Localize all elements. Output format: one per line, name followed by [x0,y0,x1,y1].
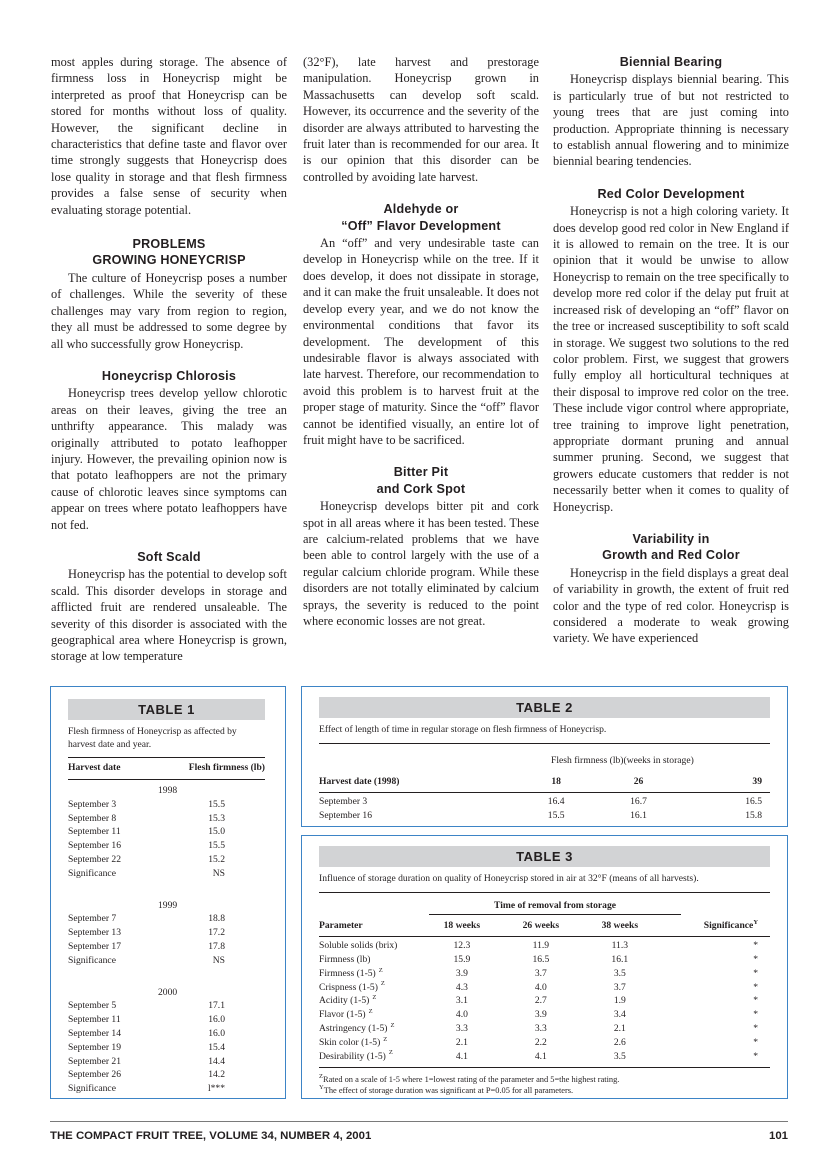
table-row [319,994,770,1008]
column-header: 26 [633,776,644,788]
firmness-value: 17.1 [208,1000,225,1012]
firmness-value: 14.2 [208,1069,225,1081]
quality-value: 11.9 [532,940,550,952]
footnote-mark: Z [390,1021,395,1029]
quality-value: 4.0 [455,1009,468,1021]
firmness-value: 15.8 [745,809,762,821]
table-body [68,784,265,1096]
table-row [68,798,265,812]
table-row [68,926,265,940]
significance-value: * [753,967,759,979]
group-spacer [68,968,265,982]
quality-value: 4.1 [534,1050,547,1062]
parameter-name [319,967,422,981]
table-row [68,839,265,853]
parameter-label: Firmness (lb) [319,953,371,965]
significance-value: * [753,940,759,952]
year-label: 1999 [158,899,178,911]
parameter-name [319,953,422,967]
table-row [319,939,770,953]
spanning-header: Time of removal from storage [429,899,681,916]
footnote-mark: Z [378,966,383,974]
section-heading-chlorosis: Honeycrisp Chlorosis [101,368,237,383]
parameter-label: Soluble solids (brix) [319,940,398,952]
firmness-value: 16.1 [630,809,647,821]
quality-value: 12.3 [453,940,471,952]
harvest-date: Significance [68,867,116,879]
table-row [68,825,265,839]
table-title: TABLE 2 [319,697,770,718]
firmness-value: 16.0 [208,1027,225,1039]
firmness-value: 16.4 [547,796,565,808]
firmness-value: 16.0 [208,1014,225,1026]
column-header: Harvest date (1998) [319,776,400,788]
table-title: TABLE 1 [68,699,265,720]
table-header-row [319,775,770,792]
paragraph: Honeycrisp displays biennial bearing. This is particularly true of but not restricted to young trees that are just coming into production. Appropriate thinning is necessary to establish annual flowering and to minimize biennial bearing tendencies. [553,72,789,169]
firmness-value: 15.5 [208,840,225,852]
table-row [319,1050,770,1064]
firmness-value: NS [212,867,225,879]
firmness-value: 15.5 [547,809,565,821]
firmness-value: 15.4 [208,1041,225,1053]
table-row [68,954,265,968]
harvest-date: September 22 [68,853,122,865]
table-row [319,795,770,809]
year-label: 2000 [158,986,178,998]
quality-value: 3.7 [613,981,626,993]
firmness-value: 16.7 [630,796,647,808]
harvest-date: Significance [68,954,116,966]
table-row [319,981,770,995]
firmness-value: NS [212,954,225,966]
quality-value: 3.4 [613,1009,626,1021]
section-heading-problems: PROBLEMS GROWING HONEYCRISP [92,237,246,268]
paragraph: Honeycrisp in the field displays a great deal of variability in growth, the extent of fruit red color and the type of red color. Honeycrisp is considered a moderate to weak growing variety. We have experienced [553,565,789,646]
section-heading-soft-scald: Soft Scald [137,549,201,564]
table-body [319,939,770,1063]
harvest-date: September 19 [68,1041,122,1053]
footnote: $^Z$Rated on a scale of 1-5 where 1=lowest rating of the parameter and 5=the highest rating. [319,1073,620,1085]
table-2-box [301,686,788,827]
harvest-date: September 3 [68,798,117,810]
table-caption: Influence of storage duration on quality of Honeycrisp stored in air at 32°F (means of all harvests). [319,873,699,884]
table-row [68,812,265,826]
significance-value: * [753,981,759,993]
table-row [68,912,265,926]
table-3 [319,846,770,1096]
significance-value: * [753,995,759,1007]
footnote-mark: Z [388,1049,393,1057]
firmness-value: 15.2 [208,853,225,865]
parameter-name [319,994,422,1008]
harvest-date: September 11 [68,1014,121,1026]
parameter-label: Firmness (1-5) [319,967,376,979]
quality-value: 1.9 [613,995,626,1007]
parameter-label: Flavor (1-5) [319,1009,366,1021]
column-header: 18 weeks [443,920,481,932]
journal-citation: THE COMPACT FRUIT TREE, VOLUME 34, NUMBER 4, 2001 [50,1130,372,1142]
year-label: 1998 [158,784,178,796]
text-column-1 [51,54,287,665]
quality-value: 2.1 [455,1036,468,1048]
column-header: 26 weeks [522,920,560,932]
harvest-date: September 8 [68,812,117,824]
section-heading-red-color: Red Color Development [597,186,745,201]
column-header: Flesh firmness (lb) [188,762,265,774]
table-row [68,1082,265,1096]
table-title: TABLE 3 [319,846,770,867]
table-2 [319,697,770,823]
harvest-date: September 13 [68,927,122,939]
significance-value: * [753,1022,759,1034]
section-heading-off-flavor: Aldehyde or “Off” Flavor Development [341,202,501,233]
quality-value: 4.1 [455,1050,468,1062]
footnote-mark: Z [368,1007,373,1015]
firmness-value: 15.3 [208,812,225,824]
harvest-date: September 7 [68,913,117,925]
harvest-date: September 3 [319,796,368,808]
table-1 [68,699,265,1096]
firmness-value: 14.4 [208,1055,225,1067]
paragraph: Honeycrisp is not a high coloring variety. It does develop good red color in New England if it is allowed to remain on the tree. It is our opinion that it would be unwise to allow Honeycrisp to remain on the tree specifically to develop more red color if the delay put fruit at increased risk of developing an “off” flavor on the tree or increased susceptibility to soft scald in storage. We suggest two solutions to the red color problem. First, we suggest that growers fully employ all horticultural techniques at their disposal to improve red color on the tree. These include vigor control where appropriate, tree training to improve light penetration, appropriate dormant pruning and annual summer pruning. Second, we suggest that growers educate customers that redder is not necessarily better when it comes to quality of Honeycrisp. [553,204,789,514]
quality-value: 2.2 [534,1036,547,1048]
parameter-label: Skin color (1-5) [319,1036,381,1048]
table-row [68,853,265,867]
table-row [68,1027,265,1041]
table-row [68,867,265,881]
table-row [319,953,770,967]
parameter-name [319,1050,422,1064]
column-header: 39 [752,776,762,788]
table-row [68,1041,265,1055]
column-header: Harvest date [68,762,121,774]
significance-value: * [753,1009,759,1021]
quality-value: 16.5 [532,953,550,965]
firmness-value: 15.0 [208,826,225,838]
quality-value: 3.9 [534,1009,547,1021]
table-caption: Flesh firmness of Honeycrisp as affected by harvest date and year. [68,726,237,750]
table-body [319,795,770,823]
table-header-row [68,757,265,779]
parameter-name [319,1008,422,1022]
table-row [319,809,770,823]
harvest-date: September 5 [68,1000,117,1012]
quality-value: 2.1 [613,1022,626,1034]
firmness-value: 16.5 [745,796,762,808]
quality-value: 2.7 [534,995,547,1007]
parameter-name [319,981,422,995]
harvest-date: September 21 [68,1055,122,1067]
harvest-date: September 14 [68,1027,122,1039]
quality-value: 3.5 [613,1050,626,1062]
parameter-label: Astringency (1-5) [319,1022,388,1034]
firmness-value: 15.5 [208,798,225,810]
quality-value: 4.3 [455,981,468,993]
harvest-date: September 11 [68,826,121,838]
column-header: 18 [551,776,561,788]
text-column-2 [303,54,539,629]
quality-value: 15.9 [453,953,471,965]
footnote: $^Y$The effect of storage duration was significant at P=0.05 for all parameters. [319,1084,574,1096]
paragraph: (32°F), late harvest and prestorage manipulation. Honeycrisp grown in Massachusetts can develop soft scald. However, its occurrence and the severity of the disorder are always attributed to harvesting the fruit later than is recommended for our area. It is our opinion that this disorder can be controlled by avoiding late harvest. [303,55,539,184]
harvest-date: September 16 [319,809,373,821]
paragraph: Honeycrisp trees develop yellow chlorotic areas on their leaves, giving the tree an unthrifty appearance. This malady was originally attributed to potato leafhopper injury. However, the prevailing opinion now is that potato leafhoppers are not the primary cause of chlorotic leaves since symptoms can appear on trees where potato leafhoppers have not fed. [51,386,287,532]
table-row [68,1055,265,1069]
column-header: Parameter [319,920,363,932]
section-heading-variability: Variability in Growth and Red Color [602,531,740,563]
quality-value: 3.7 [534,967,547,979]
parameter-label: Desirability (1-5) [319,1050,386,1062]
significance-value: * [753,1050,759,1062]
footnote-mark: Z [372,994,377,1002]
table-row [319,1008,770,1022]
table-1-box [50,686,286,1099]
page-footer [50,1121,788,1142]
paragraph: Honeycrisp has the potential to develop soft scald. This disorder develops in storage and afflicted fruit are rendered unsaleable. The severity of this disorder is associated with the geographical area where Honeycrisp is grown, storage at low temperature [51,567,287,664]
footnote-mark: Z [380,980,385,988]
text-column-3 [553,54,789,647]
table-3-box [301,835,788,1099]
page-number: 101 [768,1130,788,1142]
quality-value: 2.6 [613,1036,626,1048]
parameter-name [319,939,422,953]
table-row [68,1068,265,1082]
harvest-date: September 26 [68,1069,122,1081]
spanning-header: Flesh firmness (lb)(weeks in storage) [551,754,694,766]
paragraph: The culture of Honeycrisp poses a number of challenges. While the severity of these challenges may vary from region to region, they all must be addressed to some degree by all who successfully grow Honeycrisp. [51,270,287,351]
section-heading-bitter-pit: Bitter Pit and Cork Spot [376,465,466,496]
quality-value: 3.3 [455,1022,468,1034]
firmness-value: l*** [207,1083,225,1095]
significance-value: * [753,953,759,965]
group-spacer [68,881,265,895]
paragraph: An “off” and very undesirable taste can develop in Honeycrisp while on the tree. If it does develop, it does not dissipate in storage, and it can make the fruit unsaleable. It does not develop every year, and we do not know the environmental conditions that favor its development. The development of this undesirable flavor is always associated with late harvest. Therefore, our recommendation to avoid this problem is to harvest fruit at the proper stage of maturity. Since the “off” flavor cannot be identified visually, an entire lot of fruit might have to be sacrificed. [303,236,539,447]
table-caption: Effect of length of time in regular storage on flesh firmness of Honeycrisp. [319,724,607,735]
harvest-date: September 16 [68,840,122,852]
significance-value: * [753,1036,759,1048]
firmness-value: 17.8 [208,940,225,952]
table-header-row [319,919,770,936]
parameter-name [319,1036,422,1050]
harvest-date: Significance [68,1083,116,1095]
paragraph: most apples during storage. The absence of firmness loss in Honeycrisp might be interpreted as proof that Honeycrisp can be stored for months without loss of quality. However, the significant decline in characteristics that define taste and flavor over time strongly suggests that Honeycrisp does lose quality in storage and that flesh firmness provides a false sense of security when evaluating storage potential. [51,55,287,217]
table-row [319,1036,770,1050]
quality-value: 3.5 [613,967,626,979]
paragraph: Honeycrisp develops bitter pit and cork spot in all areas where it has been tested. These are calcium-related problems that we have been able to control largely with the use of a regular calcium chloride program. While these disorders are not totally eliminated by calcium sprays, the severity is reduced to the point where economic losses are not great. [303,499,539,628]
parameter-label: Crispness (1-5) [319,981,378,993]
section-heading-biennial: Biennial Bearing [619,55,723,69]
quality-value: 3.1 [455,995,468,1007]
quality-value: 4.0 [534,981,547,993]
column-header: 38 weeks [601,920,639,932]
table-row [68,940,265,954]
quality-value: 3.9 [455,967,468,979]
table-row [68,999,265,1013]
quality-value: 3.3 [534,1022,547,1034]
quality-value: 16.1 [611,953,629,965]
harvest-date: September 17 [68,940,122,952]
quality-value: 11.3 [611,940,629,952]
parameter-label: Acidity (1-5) [319,995,370,1007]
table-row [319,1022,770,1036]
table-row [68,1013,265,1027]
table-row [319,967,770,981]
table-footnotes [319,1074,770,1096]
firmness-value: 17.2 [208,927,225,939]
parameter-name [319,1022,422,1036]
column-header: Significance$^Y$ [703,919,759,932]
firmness-value: 18.8 [208,913,225,925]
footnote-mark: Z [383,1035,388,1043]
